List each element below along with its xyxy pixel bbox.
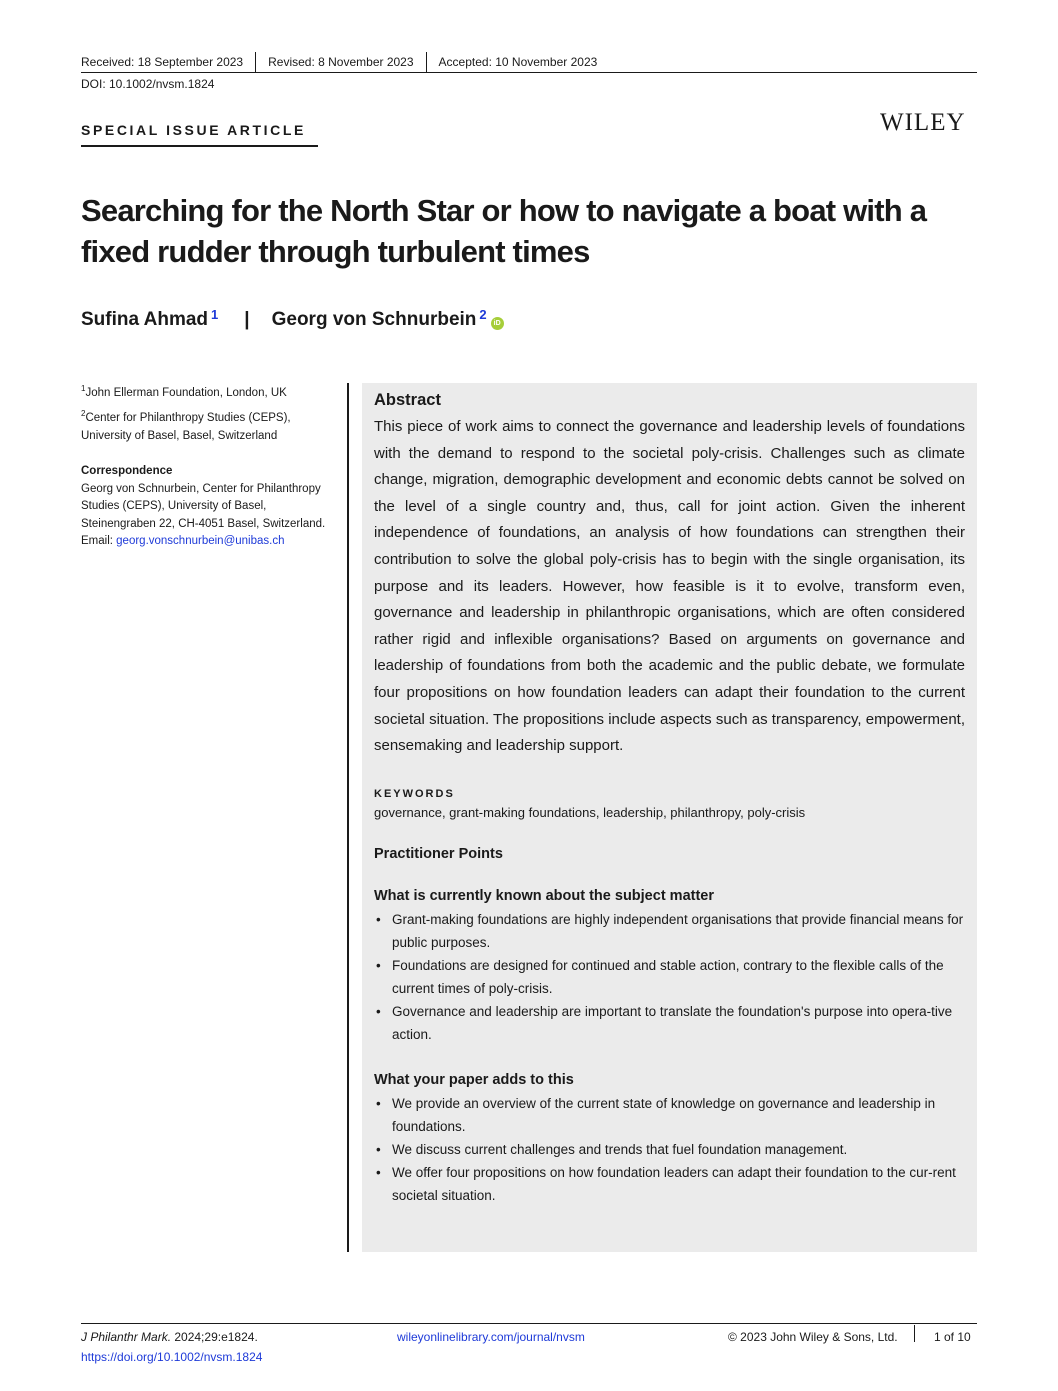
known-heading: What is currently known about the subject matter bbox=[374, 887, 714, 904]
affiliations-column bbox=[81, 380, 331, 551]
author-name[interactable]: Sufina Ahmad bbox=[81, 309, 209, 330]
list-item: • Grant-making foundations are highly independent organisations that provide financial means for public purposes. bbox=[374, 908, 965, 954]
article-history bbox=[81, 52, 977, 72]
list-item: • Governance and leadership are important to translate the foundation's purpose into opera-tive action. bbox=[374, 1000, 965, 1046]
divider bbox=[255, 52, 256, 72]
footer-rule bbox=[81, 1323, 977, 1324]
known-list bbox=[374, 908, 965, 1046]
revised-date: Revised: 8 November 2023 bbox=[268, 55, 414, 69]
author-list bbox=[81, 309, 504, 331]
list-item: • Foundations are designed for continued and stable action, contrary to the flexible calls of the current times of poly-crisis. bbox=[374, 954, 965, 1000]
keywords-list: governance, grant-making foundations, leadership, philanthropy, poly-crisis bbox=[374, 804, 806, 820]
abstract-text: This piece of work aims to connect the governance and leadership levels of foundations with the demand to respond to the societal poly-crisis. Challenges such as climate change, migration, demographic development and economic debts cannot be solved on the level of a single country and, thus, call for joint action. Given the inherent independence of foundations, an analysis of how foundations can strengthen their contribution to solve the global poly-crisis has to begin with the single organisation, its purpose and its leaders. However, how feasible is it to evolve, transform even, governance and leadership in philanthropic organisations, which are often considered rather rigid and inflexible organisations? Based on arguments on governance and leadership of foundations from both the academic and the public debate, we formulate four propositions on how foundation leaders can adapt their foundation to the current societal situation. The propositions include aspects such as transparency, empowerment, sensemaking and leadership support. bbox=[374, 418, 965, 755]
adds-list bbox=[374, 1092, 965, 1207]
practitioner-points-heading: Practitioner Points bbox=[374, 845, 503, 862]
author-name[interactable]: Georg von Schnurbein bbox=[271, 309, 477, 330]
paper-title: Searching for the North Star or how to navigate a boat with a fixed rudder through turbulent times bbox=[81, 193, 927, 269]
list-item: • We offer four propositions on how foundation leaders can adapt their foundation to the cur-rent societal situation. bbox=[374, 1161, 965, 1207]
list-item: • We discuss current challenges and trends that fuel foundation management. bbox=[374, 1138, 965, 1161]
header-rule bbox=[81, 72, 977, 73]
article-type-underline bbox=[81, 145, 318, 147]
footer-divider bbox=[914, 1325, 915, 1342]
publisher-logo: WILEY bbox=[880, 109, 966, 136]
divider bbox=[426, 52, 427, 72]
list-item: • We provide an overview of the current state of knowledge on governance and leadership in foundations. bbox=[374, 1092, 965, 1138]
copyright: © 2023 John Wiley & Sons, Ltd. bbox=[728, 1330, 898, 1344]
keywords-heading: KEYWORDS bbox=[374, 787, 455, 800]
affiliation: $^2$Center for Philanthropy Studies (CEPS), University of Basel, Basel, Switzerland bbox=[81, 409, 291, 442]
doi: DOI: 10.1002/nvsm.1824 bbox=[81, 77, 215, 91]
correspondence-address: Georg von Schnurbein, Center for Philanthropy Studies (CEPS), University of Basel, Steinengraben 22, CH-4051 Basel, Switzerland. bbox=[81, 482, 326, 530]
received-date: Received: 18 September 2023 bbox=[81, 55, 244, 69]
journal-url-link[interactable]: wileyonlinelibrary.com/journal/nvsm bbox=[397, 1330, 585, 1344]
column-divider bbox=[347, 383, 349, 1252]
abstract-box bbox=[362, 383, 977, 1252]
abstract-heading: Abstract bbox=[374, 391, 441, 409]
article-type: SPECIAL ISSUE ARTICLE bbox=[81, 122, 306, 138]
accepted-date: Accepted: 10 November 2023 bbox=[438, 55, 598, 69]
affiliation: $^1$John Ellerman Foundation, London, UK bbox=[81, 384, 287, 399]
doi-link[interactable]: https://doi.org/10.1002/nvsm.1824 bbox=[81, 1350, 263, 1364]
page-number: 1 of 10 bbox=[934, 1330, 971, 1344]
adds-heading: What your paper adds to this bbox=[374, 1071, 574, 1088]
affiliation-marker[interactable]: 2 bbox=[479, 307, 487, 322]
journal-citation: J Philanthr Mark. 2024;29:e1824. bbox=[81, 1330, 258, 1344]
affiliation-marker[interactable]: 1 bbox=[211, 307, 219, 322]
orcid-icon[interactable]: iD bbox=[491, 317, 504, 330]
author-separator: | bbox=[244, 309, 250, 330]
correspondence-heading: Correspondence bbox=[81, 465, 173, 478]
email-link[interactable]: georg.vonschnurbein@unibas.ch bbox=[116, 535, 285, 548]
correspondence-email: Email: georg.vonschnurbein@unibas.ch bbox=[81, 535, 285, 548]
